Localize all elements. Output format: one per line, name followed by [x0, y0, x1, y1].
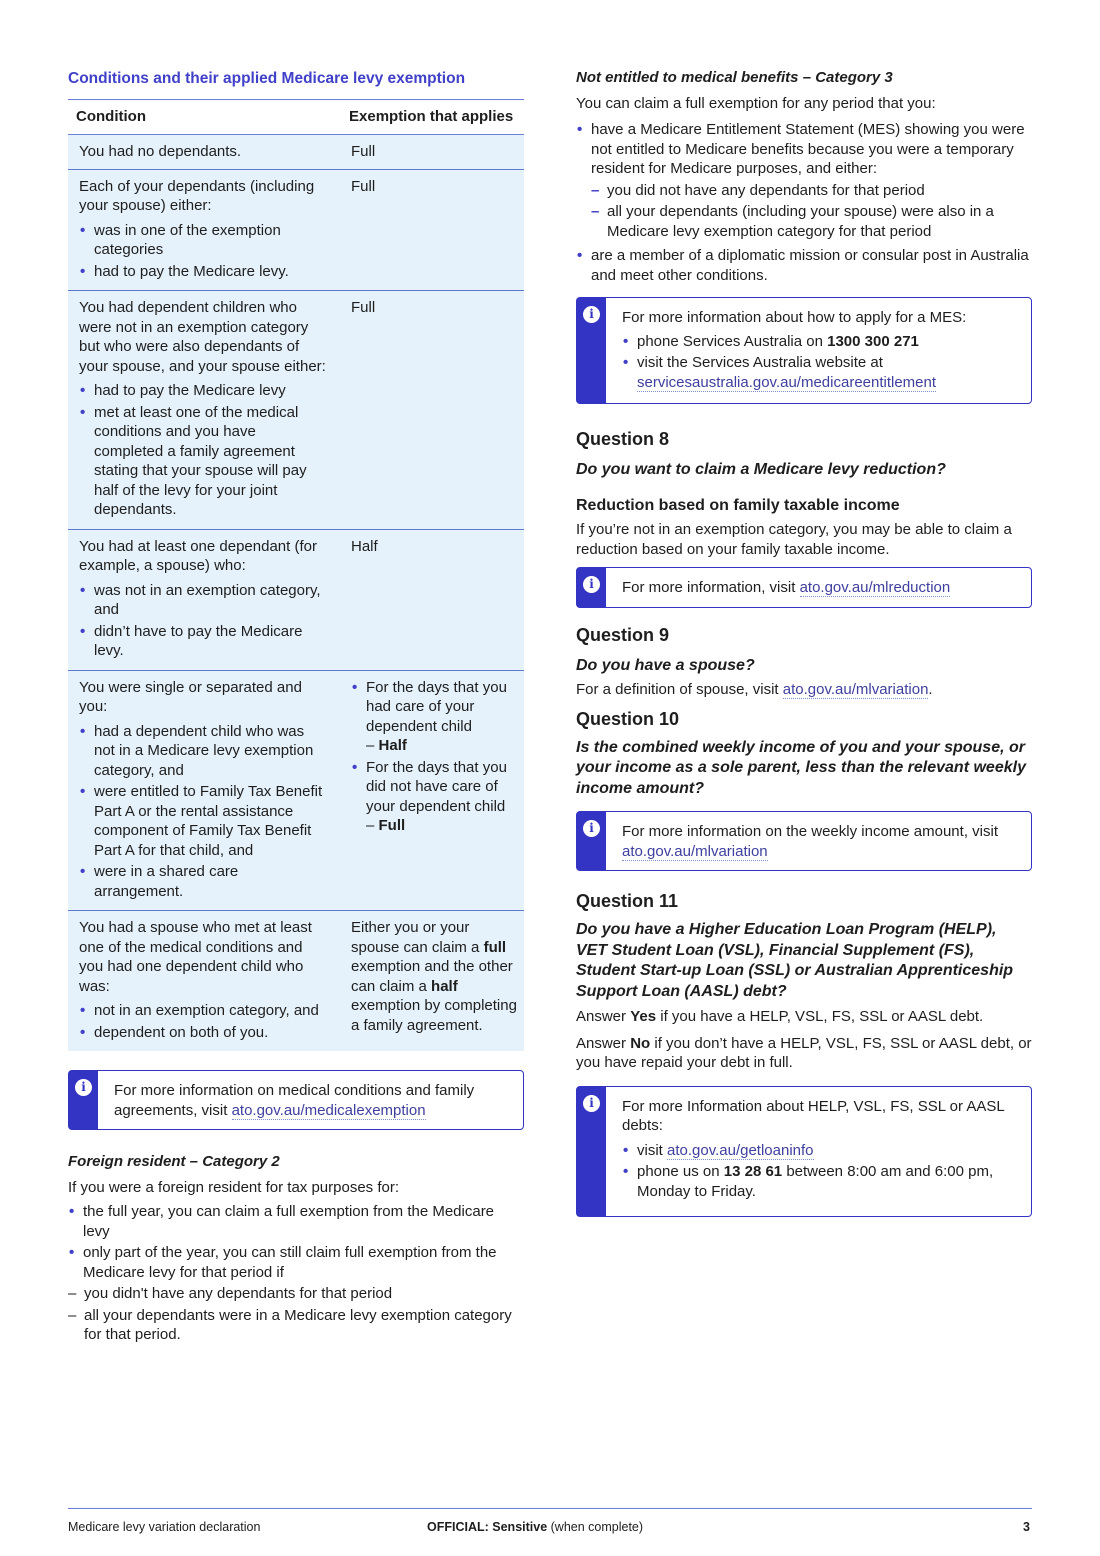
page-number: 3 [1023, 1520, 1030, 1534]
condition-cell: You had a spouse who met at least one of the medical conditions and you had one dependent child who was: • not in an exemption category, and • dependent on both of you. [68, 911, 341, 1052]
exemption-cell: Full [341, 135, 524, 170]
table-row [68, 135, 524, 170]
list-item: – all your dependants were in a Medicare levy exemption category for that period. [68, 1306, 524, 1345]
reduction-info-box: i For more information, visit ato.gov.au/mlreduction [576, 567, 1032, 608]
foreign-resident-section: Foreign resident – Category 2 If you were a foreign resident for tax purposes for: • the full year, you can claim a full exemption from the Medicare levy • only part of the year, you can still claim full exemption from the Medicare levy for that period if – you didn't have any dependants for that period – all your dependants were in a Medicare levy exemption category for that period. [68, 1152, 524, 1345]
list-item: – you didn't have any dependants for that period [68, 1284, 524, 1304]
question-11-text: Do you have a Higher Education Loan Program (HELP), VET Student Loan (VSL), Financial Supplement (FS), Student Start-up Loan (SSL) or Australian Apprenticeship Support Loan (AASL) debt? [576, 921, 1014, 1000]
condition-cell: Each of your dependants (including your spouse) either: • was in one of the exemption categories • had to pay the Medicare levy. [68, 169, 341, 291]
list-item: • was in one of the exemption categories [79, 221, 329, 260]
table-row [68, 911, 524, 1052]
info-icon: i [583, 1095, 600, 1112]
list-item: • visit the Services Australia website at servicesaustralia.gov.au/medicareentitlement [622, 353, 1019, 392]
info-icon: i [583, 820, 600, 837]
condition-cell: You were single or separated and you: • had a dependent child who was not in a Medicare levy exemption category, and • were entitled to Family Tax Benefit Part A or the rental assistance component of Family Tax Benefit Part A for that child, and • were in a shared care arrangement. [68, 670, 341, 911]
list-item: • were in a shared care arrangement. [79, 862, 329, 901]
footer-title: Medicare levy variation declaration [68, 1520, 261, 1534]
getloaninfo-link[interactable]: ato.gov.au/getloaninfo [667, 1141, 814, 1159]
list-item: • had to pay the Medicare levy [79, 381, 329, 401]
list-item: • the full year, you can claim a full exemption from the Medicare levy [68, 1202, 524, 1241]
list-item: • didn’t have to pay the Medicare levy. [79, 622, 329, 661]
left-column [68, 68, 524, 1347]
exemption-cell: Full [341, 169, 524, 291]
medical-info-box: i For more information on medical conditions and family agreements, visit ato.gov.au/medicalexemption [68, 1070, 524, 1130]
table-heading: Conditions and their applied Medicare levy exemption [68, 70, 466, 87]
list-item: • was not in an exemption category, and [79, 581, 329, 620]
question-10-title: Question 10 [576, 708, 680, 729]
question-8-text: Do you want to claim a Medicare levy reduction? [576, 461, 946, 478]
list-item: • not in an exemption category, and [79, 1001, 329, 1021]
reduction-subheading: Reduction based on family taxable income [576, 496, 900, 514]
info-icon: i [583, 306, 600, 323]
table-row [68, 670, 524, 911]
category3-heading: Not entitled to medical benefits – Category 3 [576, 69, 893, 86]
mes-info-box: i For more information about how to apply for a MES: • phone Services Australia on 1300 300 271 • visit the Services Australia website at servicesaustralia.gov.au/medicareentitlement [576, 297, 1032, 404]
table-row [68, 169, 524, 291]
mlvariation-link[interactable]: ato.gov.au/mlvariation [782, 681, 929, 698]
question-10-text: Is the combined weekly income of you and your spouse, or your income as a sole parent, less than the relevant weekly income amount? [576, 738, 1026, 797]
col-header-exemption: Exemption that applies [341, 99, 524, 135]
loan-info-box: i For more Information about HELP, VSL, FS, SSL or AASL debts: • visit ato.gov.au/getloaninfo • phone us on 13 28 61 between 8:00 am and 6:00 pm, Monday to Friday. [576, 1086, 1032, 1218]
foreign-heading: Foreign resident – Category 2 [68, 1153, 280, 1170]
list-item: • dependent on both of you. [79, 1023, 329, 1043]
list-item: • were entitled to Family Tax Benefit Part A or the rental assistance component of Family Tax Benefit Part A for that child, and [79, 782, 329, 860]
list-item: • have a Medicare Entitlement Statement (MES) showing you were not entitled to Medicare benefits because you were a temporary resident for Medicare purposes, and either: – you did not have any dependants for that period – all your dependants (including your spouse) were also in a Medicare levy exemption category for that period [576, 120, 1032, 241]
list-item: • are a member of a diplomatic mission or consular post in Australia and meet other conditions. [576, 246, 1032, 285]
services-australia-link[interactable]: servicesaustralia.gov.au/medicareentitlement [637, 373, 937, 391]
condition-cell: You had no dependants. [68, 135, 341, 170]
question-9-title: Question 9 [576, 624, 670, 645]
right-column: Not entitled to medical benefits – Category 3 You can claim a full exemption for any period that you: • have a Medicare Entitlement Statement (MES) showing you were not entitled to Medicare benefits because you were a temporary resident for Medicare purposes, and either: – you did not have any dependants for that period – all your dependants (including your spouse) were also in a Medicare levy exemption category for that period • are a member of a diplomatic mission or consular post in Australia and meet other conditions. i For more information about how to apply for a MES: • phone Services Australia on 1300 300 271 • visit the Services Australia website at servicesaustralia.gov.au/medicareentitlement Question 8 Do you want to claim a Medicare levy reduction? Reduction based on family taxable income If you’re not in an exemption category, you may be able to claim a reduction based on your family taxable income. i For more information, visit ato.gov.au/mlreduction Question 9 Do you have a spouse? For a definition of spouse, visit ato.gov.au/mlvariation. Question 10 Is the combined weekly income of you and your spouse, or your income as a sole parent, less than the relevant weekly income amount? i For more information on the weekly income amount, visit ato.gov.au/mlvariation Question 11 Do you have a Higher Education Loan Program (HELP), VET Student Loan (VSL), Financial Supplement (FS), Student Start-up Loan (SSL) or Australian Apprenticeship Support Loan (AASL) debt? Answer Yes if you have a HELP, VSL, FS, SSL or AASL debt. Answer No if you don’t have a HELP, VSL, FS, SSL or AASL debt, or you have repaid your debt in full. i For more Information about HELP, VSL, FS, SSL or AASL debts: • visit ato.gov.au/getloaninfo • phone us on 13 28 61 between 8:00 am and 6:00 pm, Monday to Friday. [576, 68, 1032, 1217]
col-header-condition: Condition [68, 99, 341, 135]
mlvariation-link-2[interactable]: ato.gov.au/mlvariation [622, 842, 768, 860]
exemption-table [68, 99, 524, 1052]
exemption-cell: Either you or your spouse can claim a full exemption and the other can claim a half exemption by completing a family agreement. [341, 911, 524, 1052]
condition-cell: You had at least one dependant (for example, a spouse) who: • was not in an exemption category, and • didn’t have to pay the Medicare levy. [68, 529, 341, 670]
medical-exemption-link[interactable]: ato.gov.au/medicalexemption [231, 1101, 426, 1119]
table-row [68, 291, 524, 530]
list-item: – all your dependants (including your spouse) were also in a Medicare levy exemption category for that period [591, 202, 1032, 241]
list-item: • met at least one of the medical conditions and you have completed a family agreement stating that your spouse will pay half of the levy for your joint dependants. [79, 403, 329, 520]
list-item: • had a dependent child who was not in a Medicare levy exemption category, and [79, 722, 329, 781]
question-9-text: Do you have a spouse? [576, 656, 755, 674]
list-item: – you did not have any dependants for that period [591, 181, 1032, 201]
list-item: • visit ato.gov.au/getloaninfo [622, 1141, 1019, 1161]
exemption-cell: Half [341, 529, 524, 670]
footer-divider [68, 1508, 1032, 1509]
info-icon: i [583, 576, 600, 593]
question-8-title: Question 8 [576, 429, 670, 449]
list-item: • For the days that you had care of your dependent child – Half [351, 678, 518, 756]
weekly-income-info-box: i For more information on the weekly income amount, visit ato.gov.au/mlvariation [576, 811, 1032, 871]
condition-cell: You had dependent children who were not in an exemption category but who were also dependants of your spouse, and your spouse either: • had to pay the Medicare levy • met at least one of the medical conditions and you have completed a family agreement stating that your spouse will pay half of the levy for your joint dependants. [68, 291, 341, 530]
question-11-title: Question 11 [576, 891, 679, 911]
exemption-cell: Full [341, 291, 524, 530]
table-row [68, 529, 524, 670]
info-icon: i [75, 1079, 92, 1096]
list-item: • For the days that you did not have care of your dependent child – Full [351, 758, 518, 836]
exemption-cell [341, 670, 524, 911]
mlreduction-link[interactable]: ato.gov.au/mlreduction [799, 579, 951, 596]
list-item: • phone us on 13 28 61 between 8:00 am and 6:00 pm, Monday to Friday. [622, 1162, 1019, 1201]
list-item: • only part of the year, you can still claim full exemption from the Medicare levy for that period if [68, 1243, 524, 1282]
list-item: • phone Services Australia on 1300 300 271 [622, 332, 1019, 352]
footer-classification: OFFICIAL: Sensitive (when complete) [427, 1520, 644, 1534]
list-item: • had to pay the Medicare levy. [79, 262, 329, 282]
